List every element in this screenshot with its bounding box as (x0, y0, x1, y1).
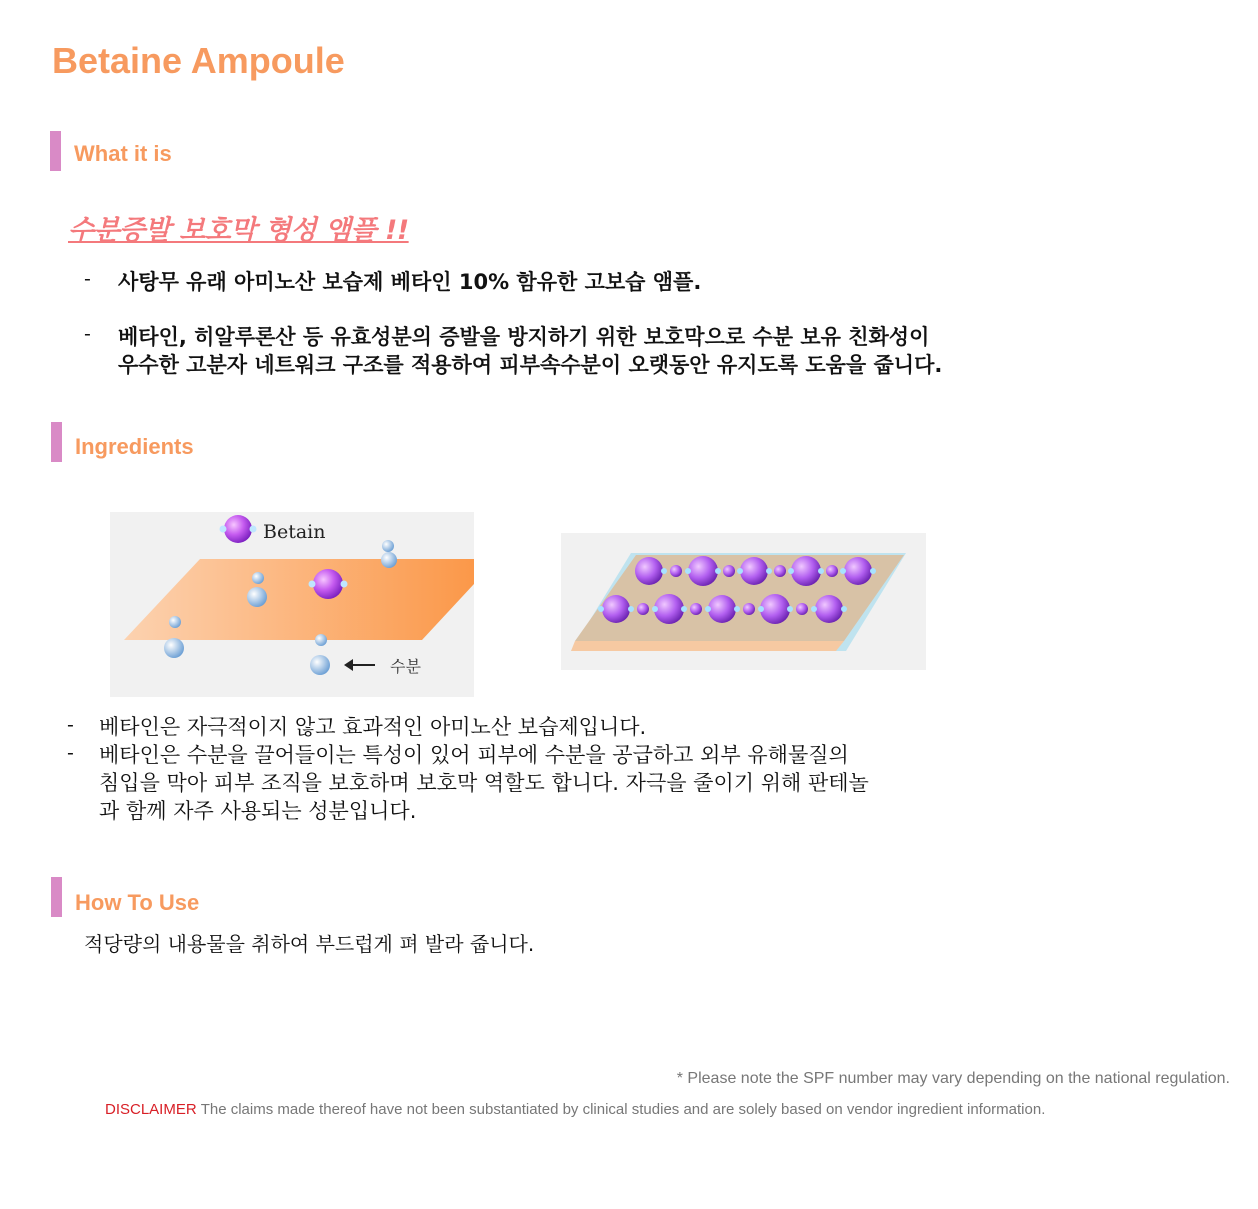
ingredients-bullet-1: 베타인은 자극적이지 않고 효과적인 아미노산 보습제입니다. (99, 715, 647, 739)
water-drop-icon (164, 638, 184, 658)
water-drop-icon (310, 655, 330, 675)
disclaimer (105, 1101, 1045, 1118)
bullet-dash: - (67, 742, 74, 764)
betain-molecule-icon (313, 569, 343, 599)
water-drop-icon (382, 540, 394, 552)
bullet-dash: - (84, 323, 91, 345)
section-title-ingredients: Ingredients (75, 434, 194, 459)
disclaimer-text: The claims made thereof have not been substantiated by clinical studies and are solely based on vendor ingredient information. (200, 1101, 1046, 1118)
ingredients-bullet-2-line-1: 베타인은 수분을 끌어들이는 특성이 있어 피부에 수분을 공급하고 외부 유해물질의 (99, 743, 849, 767)
tagline: 수분증발 보호막 형성 앰플 !! (68, 215, 409, 246)
bullet-dash: - (67, 714, 74, 736)
disclaimer-label: DISCLAIMER (105, 1101, 197, 1118)
bullet-dash: - (84, 268, 91, 290)
what-it-is-bullet-1: 사탕무 유래 아미노산 보습제 베타인 10% 함유한 고보습 앰플. (118, 270, 702, 294)
what-it-is-bullet-2-line-1: 베타인, 히알루론산 등 유효성분의 증발을 방지하기 위한 보호막으로 수분 보유 친화성이 (118, 325, 930, 349)
betain-molecule-icon (224, 515, 252, 543)
ingredients-bullet-2-line-2: 침입을 막아 피부 조직을 보호하며 보호막 역할도 합니다. 자극을 줄이기 위해 판테놀 (99, 771, 869, 795)
section-marker (50, 131, 61, 171)
water-drop-icon (169, 616, 181, 628)
betaine-illustration (110, 512, 474, 697)
section-marker (51, 422, 62, 462)
spf-note: * Please note the SPF number may vary depending on the national regulation. (676, 1070, 1230, 1087)
section-title-how-to-use: How To Use (75, 890, 200, 915)
water-drop-icon (252, 572, 264, 584)
polymer-network-illustration (561, 533, 926, 670)
section-title-what-it-is: What it is (74, 141, 172, 166)
water-drop-icon (247, 587, 267, 607)
skin-layer-shape (124, 559, 474, 640)
betain-label: Betain (263, 521, 326, 543)
water-drop-icon (381, 552, 397, 568)
water-label: 수분 (390, 657, 421, 676)
section-marker (51, 877, 62, 917)
what-it-is-bullet-2-line-2: 우수한 고분자 네트워크 구조를 적용하여 피부속수분이 오랫동안 유지도록 도움을 줍니다. (118, 353, 943, 377)
page-title: Betaine Ampoule (52, 40, 345, 81)
how-to-use-text: 적당량의 내용물을 취하여 부드럽게 펴 발라 줍니다. (84, 932, 535, 956)
water-drop-icon (315, 634, 327, 646)
ingredients-bullet-2-line-3: 과 함께 자주 사용되는 성분입니다. (99, 799, 417, 823)
